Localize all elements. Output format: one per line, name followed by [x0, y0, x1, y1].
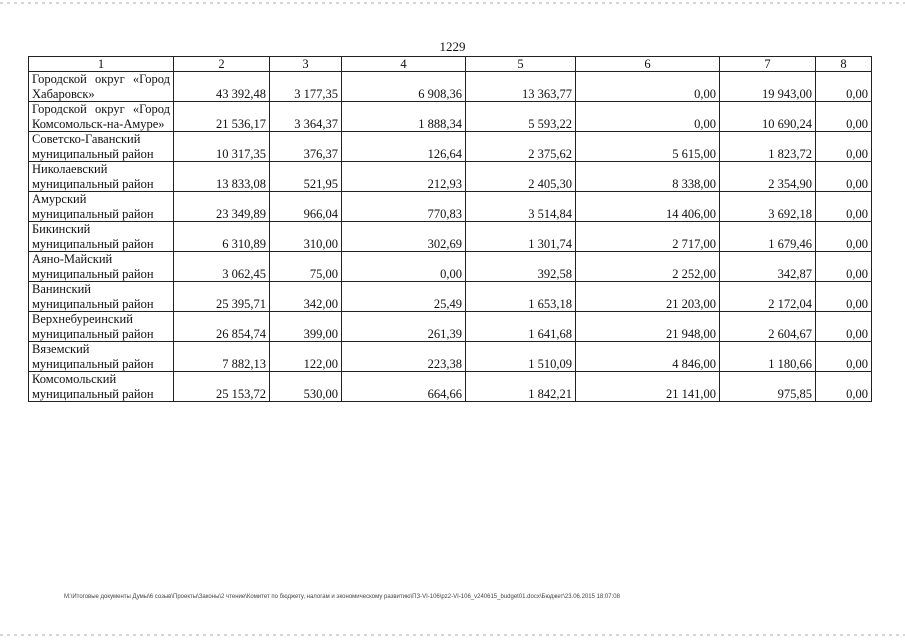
value-cell-col-6: 2 717,00	[576, 222, 720, 252]
value-cell-col-5: 1 641,68	[466, 312, 576, 342]
value-cell-col-6: 8 338,00	[576, 162, 720, 192]
value-cell-col-5: 3 514,84	[466, 192, 576, 222]
value-cell-col-2: 26 854,74	[174, 312, 270, 342]
value-cell-col-6: 21 141,00	[576, 372, 720, 402]
value-cell-col-8: 0,00	[816, 192, 872, 222]
value-cell-col-8: 0,00	[816, 102, 872, 132]
table-row	[29, 312, 872, 342]
value-cell-col-3: 3 177,35	[270, 72, 342, 102]
budget-table	[28, 56, 872, 402]
value-cell-col-7: 1 823,72	[720, 132, 816, 162]
file-path-footer: M:\Итоговые документы Думы\6 созыв\Проекты\Законы\2 чтение\Комитет по бюджету, налогам и экономическому развитию\ПЗ-VI-106\pz2-VI-106_v240615_budget01.docx\Бюджет\23.06.2015 18:07:08	[64, 594, 620, 600]
value-cell-col-8: 0,00	[816, 282, 872, 312]
value-cell-col-8: 0,00	[816, 312, 872, 342]
value-cell-col-7: 3 692,18	[720, 192, 816, 222]
value-cell-col-4: 664,66	[342, 372, 466, 402]
value-cell-col-7: 342,87	[720, 252, 816, 282]
territory-name: Верхнебуреинский муниципальный район	[29, 312, 174, 342]
table-row	[29, 72, 872, 102]
value-cell-col-3: 3 364,37	[270, 102, 342, 132]
value-cell-col-2: 3 062,45	[174, 252, 270, 282]
table-row	[29, 372, 872, 402]
value-cell-col-2: 10 317,35	[174, 132, 270, 162]
value-cell-col-4: 0,00	[342, 252, 466, 282]
value-cell-col-3: 399,00	[270, 312, 342, 342]
territory-name: Городской округ «Город Хабаровск»	[29, 72, 174, 102]
value-cell-col-3: 75,00	[270, 252, 342, 282]
value-cell-col-6: 0,00	[576, 102, 720, 132]
value-cell-col-8: 0,00	[816, 342, 872, 372]
value-cell-col-2: 21 536,17	[174, 102, 270, 132]
value-cell-col-7: 1 679,46	[720, 222, 816, 252]
value-cell-col-2: 25 395,71	[174, 282, 270, 312]
value-cell-col-5: 13 363,77	[466, 72, 576, 102]
value-cell-col-6: 21 948,00	[576, 312, 720, 342]
value-cell-col-3: 376,37	[270, 132, 342, 162]
table-body	[29, 72, 872, 402]
value-cell-col-4: 25,49	[342, 282, 466, 312]
value-cell-col-4: 212,93	[342, 162, 466, 192]
value-cell-col-4: 223,38	[342, 342, 466, 372]
scan-edge-top	[0, 2, 905, 4]
value-cell-col-4: 261,39	[342, 312, 466, 342]
value-cell-col-3: 342,00	[270, 282, 342, 312]
column-header-1: 1	[29, 57, 174, 72]
value-cell-col-5: 5 593,22	[466, 102, 576, 132]
value-cell-col-8: 0,00	[816, 222, 872, 252]
value-cell-col-5: 2 375,62	[466, 132, 576, 162]
value-cell-col-2: 6 310,89	[174, 222, 270, 252]
table-row	[29, 132, 872, 162]
column-header-8: 8	[816, 57, 872, 72]
territory-name: Ванинский муниципальный район	[29, 282, 174, 312]
value-cell-col-8: 0,00	[816, 162, 872, 192]
value-cell-col-2: 25 153,72	[174, 372, 270, 402]
value-cell-col-7: 2 604,67	[720, 312, 816, 342]
value-cell-col-6: 14 406,00	[576, 192, 720, 222]
value-cell-col-3: 966,04	[270, 192, 342, 222]
value-cell-col-2: 23 349,89	[174, 192, 270, 222]
table-row	[29, 162, 872, 192]
table-row	[29, 222, 872, 252]
value-cell-col-2: 13 833,08	[174, 162, 270, 192]
territory-name: Советско-Гаванский муниципальный район	[29, 132, 174, 162]
table-row	[29, 252, 872, 282]
territory-name: Николаевский муниципальный район	[29, 162, 174, 192]
value-cell-col-6: 4 846,00	[576, 342, 720, 372]
column-header-6: 6	[576, 57, 720, 72]
value-cell-col-7: 2 354,90	[720, 162, 816, 192]
territory-name: Амурский муниципальный район	[29, 192, 174, 222]
territory-name: Аяно-Майский муниципальный район	[29, 252, 174, 282]
table-row	[29, 192, 872, 222]
value-cell-col-5: 392,58	[466, 252, 576, 282]
value-cell-col-6: 5 615,00	[576, 132, 720, 162]
column-header-2: 2	[174, 57, 270, 72]
value-cell-col-4: 126,64	[342, 132, 466, 162]
value-cell-col-8: 0,00	[816, 372, 872, 402]
territory-name: Комсомольский муниципальный район	[29, 372, 174, 402]
column-header-3: 3	[270, 57, 342, 72]
value-cell-col-5: 1 510,09	[466, 342, 576, 372]
value-cell-col-2: 43 392,48	[174, 72, 270, 102]
value-cell-col-7: 19 943,00	[720, 72, 816, 102]
table-header-row	[29, 57, 872, 72]
value-cell-col-2: 7 882,13	[174, 342, 270, 372]
value-cell-col-6: 21 203,00	[576, 282, 720, 312]
territory-name: Вяземский муниципальный район	[29, 342, 174, 372]
table-row	[29, 342, 872, 372]
value-cell-col-8: 0,00	[816, 252, 872, 282]
value-cell-col-3: 521,95	[270, 162, 342, 192]
column-header-7: 7	[720, 57, 816, 72]
table-row	[29, 282, 872, 312]
value-cell-col-7: 975,85	[720, 372, 816, 402]
value-cell-col-8: 0,00	[816, 72, 872, 102]
value-cell-col-4: 302,69	[342, 222, 466, 252]
territory-name: Бикинский муниципальный район	[29, 222, 174, 252]
value-cell-col-4: 1 888,34	[342, 102, 466, 132]
value-cell-col-6: 2 252,00	[576, 252, 720, 282]
value-cell-col-3: 122,00	[270, 342, 342, 372]
page-number: 1229	[439, 39, 466, 54]
value-cell-col-7: 1 180,66	[720, 342, 816, 372]
value-cell-col-3: 310,00	[270, 222, 342, 252]
value-cell-col-3: 530,00	[270, 372, 342, 402]
value-cell-col-7: 10 690,24	[720, 102, 816, 132]
column-header-4: 4	[342, 57, 466, 72]
value-cell-col-5: 1 842,21	[466, 372, 576, 402]
value-cell-col-5: 1 653,18	[466, 282, 576, 312]
value-cell-col-5: 1 301,74	[466, 222, 576, 252]
territory-name: Городской округ «Город Комсомольск-на-Амуре»	[29, 102, 174, 132]
value-cell-col-4: 770,83	[342, 192, 466, 222]
value-cell-col-8: 0,00	[816, 132, 872, 162]
scan-edge-bottom	[0, 634, 905, 636]
value-cell-col-7: 2 172,04	[720, 282, 816, 312]
table-row	[29, 102, 872, 132]
value-cell-col-4: 6 908,36	[342, 72, 466, 102]
value-cell-col-6: 0,00	[576, 72, 720, 102]
column-header-5: 5	[466, 57, 576, 72]
value-cell-col-5: 2 405,30	[466, 162, 576, 192]
